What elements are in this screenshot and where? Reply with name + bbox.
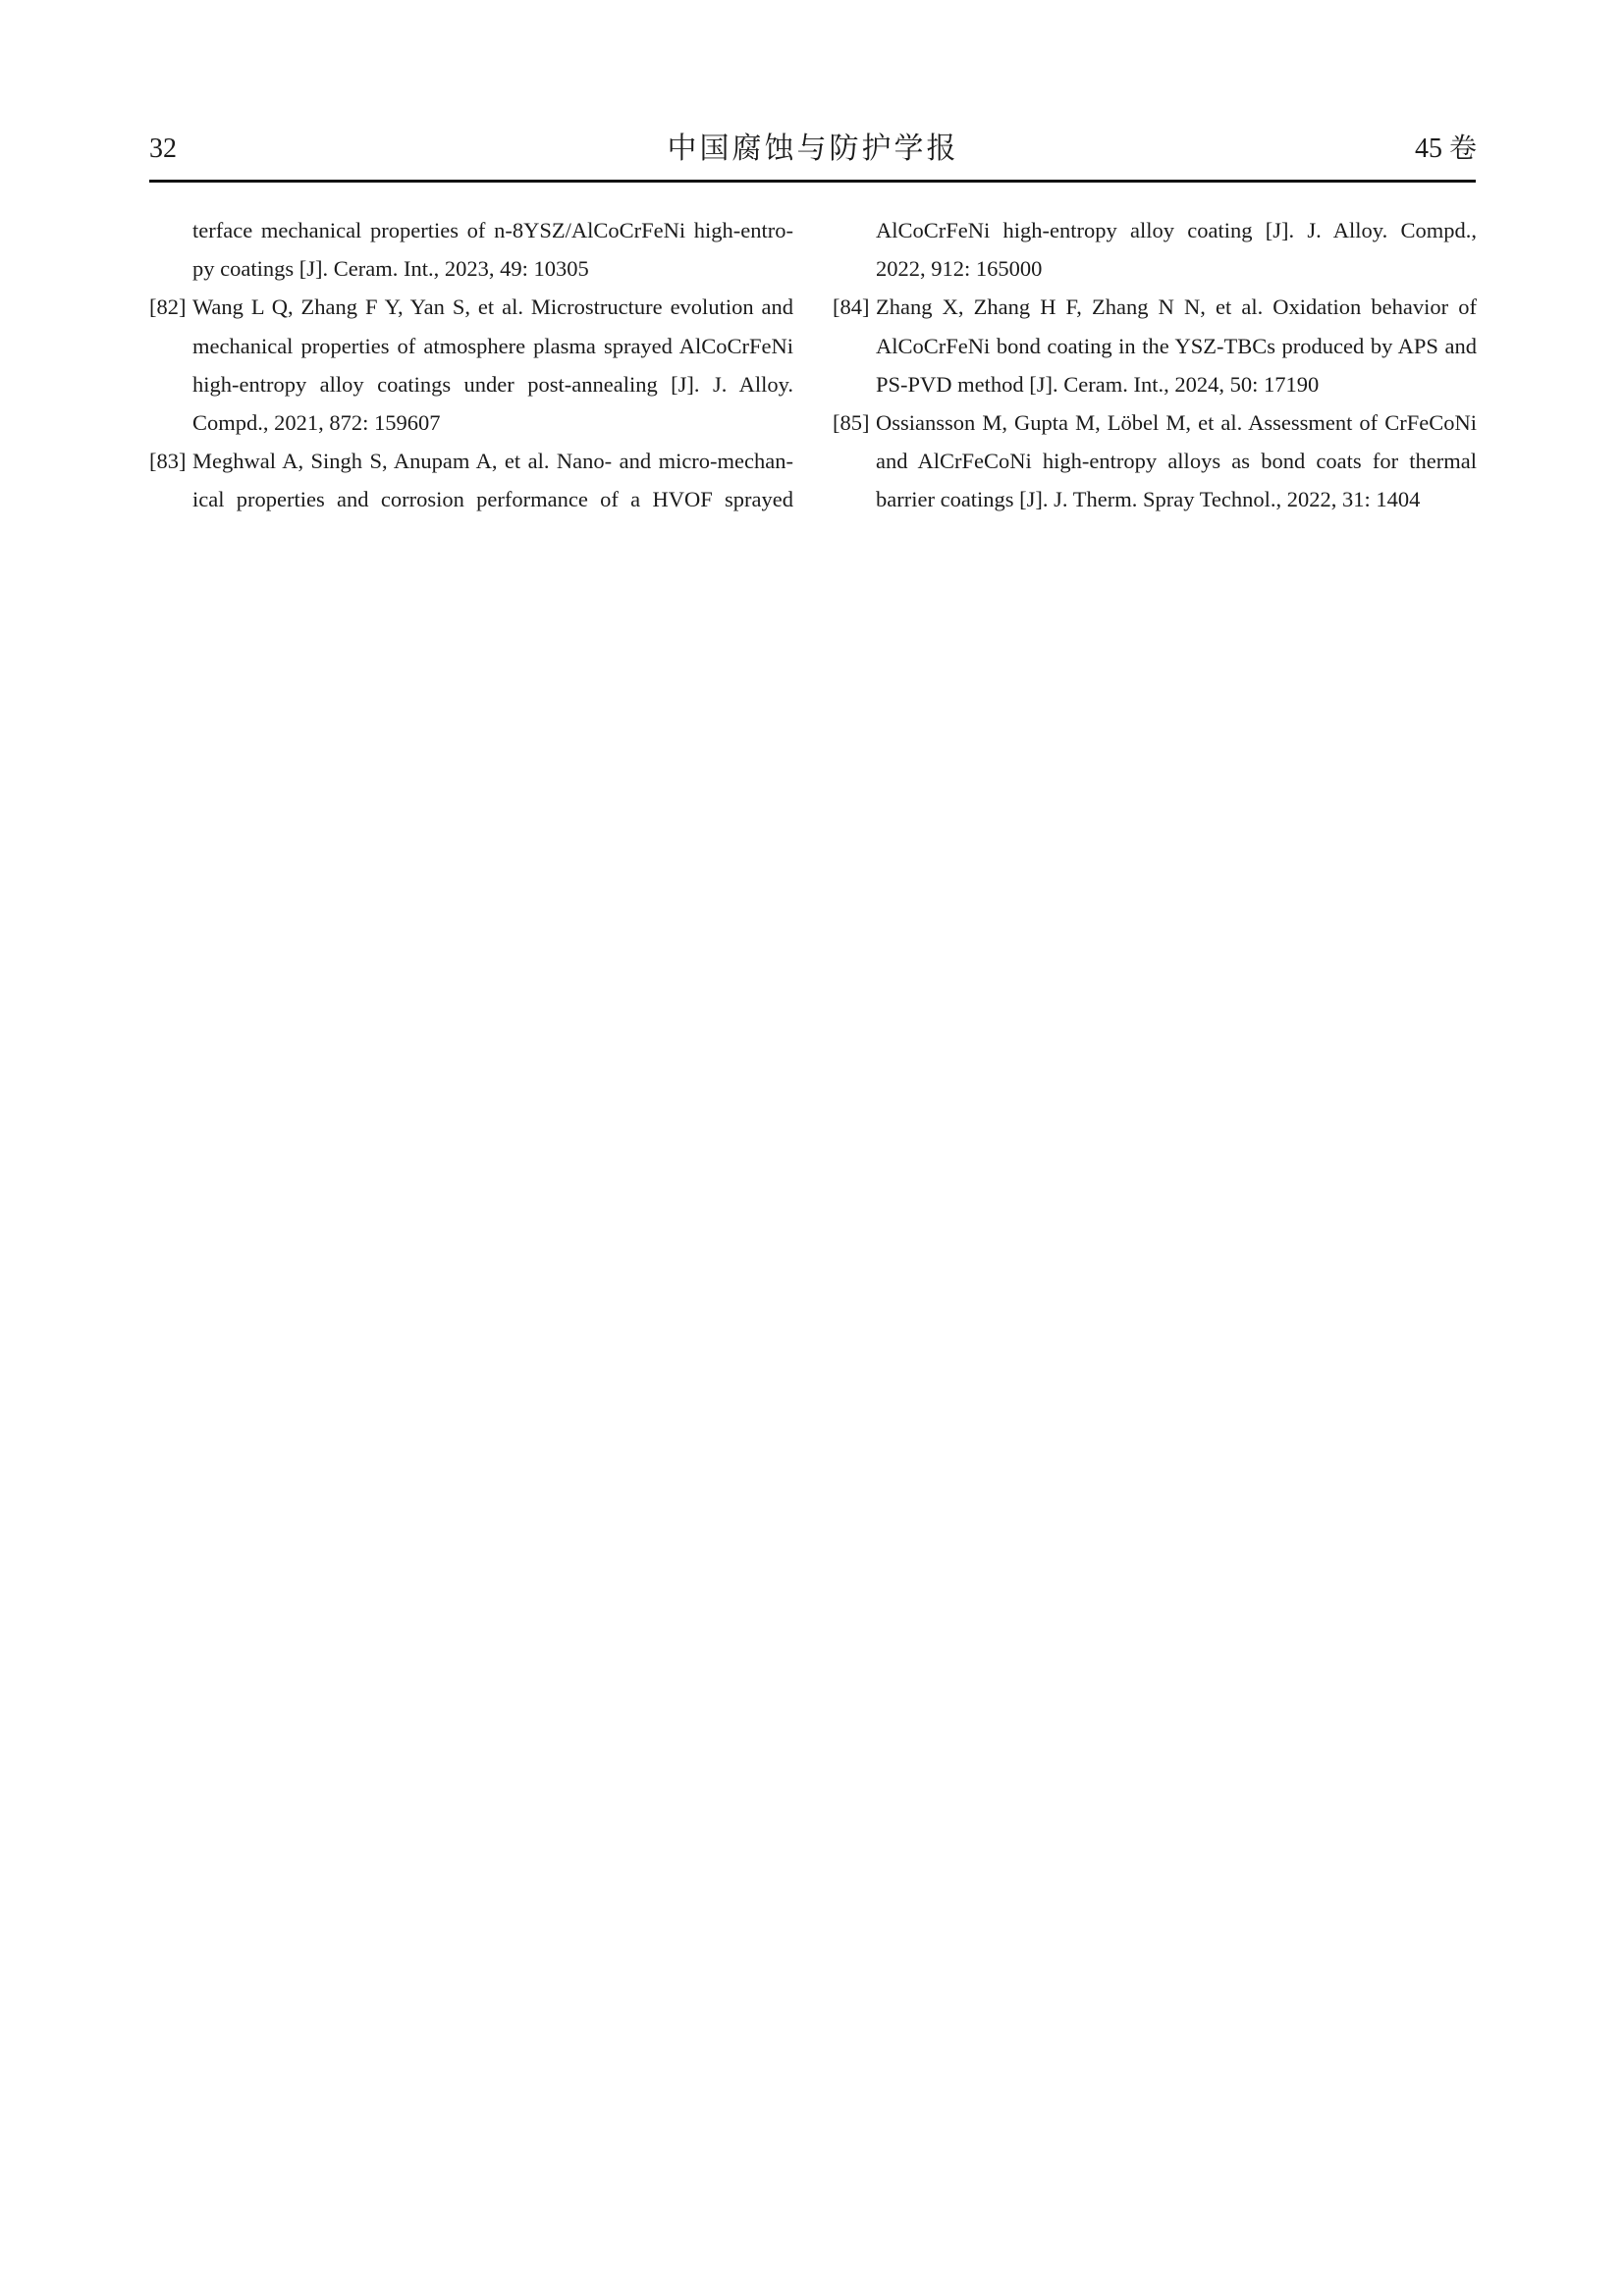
header-divider-rule: [149, 180, 1476, 183]
reference-line: terface mechanical properties of n-8YSZ/AlCoCrFeNi high-entro-: [192, 218, 793, 242]
reference-entry-continuation: [833, 211, 1477, 288]
journal-title: 中国腐蚀与防护学报: [667, 133, 959, 165]
reference-line: Wang L Q, Zhang F Y, Yan S, et al. Microstructure evolution and: [192, 294, 793, 320]
page-number: 32: [149, 133, 177, 164]
volume-label: 45 卷: [1414, 133, 1477, 164]
reference-entry: [149, 442, 793, 518]
reference-line: and AlCrFeCoNi high-entropy alloys as bond coats for thermal: [876, 449, 1477, 474]
reference-number: [83]: [149, 449, 187, 474]
reference-line: py coatings [J]. Ceram. Int., 2023, 49: 10305: [192, 256, 589, 282]
references-column-left: [149, 211, 793, 519]
reference-number: [82]: [149, 294, 187, 320]
reference-line: Ossiansson M, Gupta M, Löbel M, et al. Assessment of CrFeCoNi: [876, 409, 1477, 435]
reference-entry: [149, 288, 793, 442]
reference-line: 2022, 912: 165000: [876, 256, 1043, 282]
reference-line: AlCoCrFeNi high-entropy alloy coating [J]. J. Alloy. Compd.,: [876, 218, 1477, 242]
reference-line: Meghwal A, Singh S, Anupam A, et al. Nano- and micro-mechan-: [192, 449, 793, 474]
page-header: [149, 129, 1477, 170]
reference-line: AlCoCrFeNi bond coating in the YSZ-TBCs produced by APS and: [876, 333, 1477, 358]
reference-line: barrier coatings [J]. J. Therm. Spray Technol., 2022, 31: 1404: [876, 487, 1421, 512]
reference-line: PS-PVD method [J]. Ceram. Int., 2024, 50: 17190: [876, 371, 1320, 397]
reference-line: mechanical properties of atmosphere plasma sprayed AlCoCrFeNi: [192, 333, 793, 358]
reference-line: ical properties and corrosion performance of a HVOF sprayed: [192, 487, 793, 512]
reference-line: high-entropy alloy coatings under post-annealing [J]. J. Alloy.: [192, 371, 793, 397]
references-column-right: [833, 211, 1477, 519]
references-section: [149, 211, 1477, 519]
reference-number: [84]: [833, 294, 870, 320]
reference-entry-continuation: [149, 211, 793, 288]
reference-line: Zhang X, Zhang H F, Zhang N N, et al. Oxidation behavior of: [876, 294, 1477, 320]
reference-number: [85]: [833, 409, 870, 435]
reference-entry: [833, 403, 1477, 519]
reference-line: Compd., 2021, 872: 159607: [192, 409, 441, 435]
reference-entry: [833, 288, 1477, 403]
